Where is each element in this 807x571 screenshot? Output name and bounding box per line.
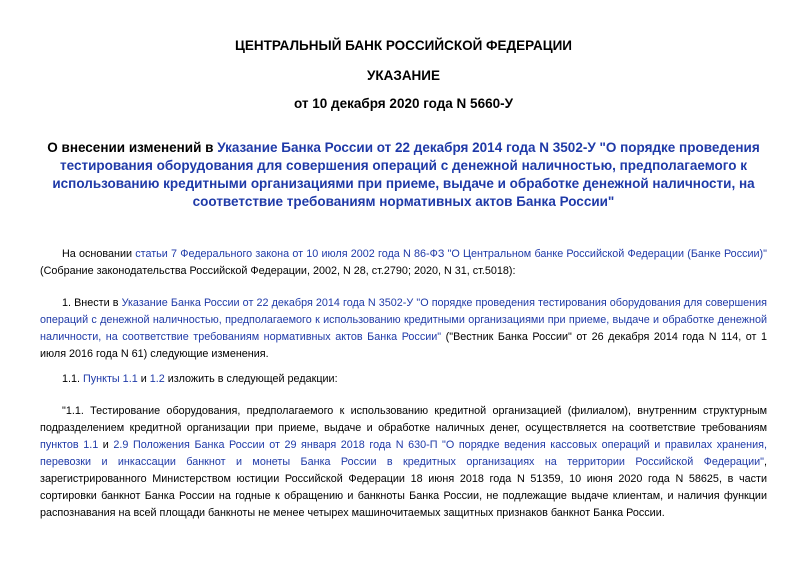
document-date-number: от 10 декабря 2020 года N 5660-У xyxy=(294,96,513,111)
organization-heading: ЦЕНТРАЛЬНЫЙ БАНК РОССИЙСКОЙ ФЕДЕРАЦИИ xyxy=(234,38,573,53)
new-wording-text-end: , зарегистрированного Министерством юстиции Российской Федерации 18 июня 2018 года N 51359, 10 июня 2020 года N 58625, в части сортировки банкнот Банка России на годные к обращению и банкноты Банка России, не подлежащие выдаче клиентам, и наличия функции распознавания на всей площади банкноты не менее четырех машиночитаемых защитных признаков банкнот Банка России. xyxy=(40,456,767,519)
paragraph-item-1 xyxy=(40,295,767,363)
paragraph-basis xyxy=(40,246,767,280)
item-1-1-prefix: 1.1. xyxy=(62,373,84,385)
link-punkty-1-1[interactable]: Пункты 1.1 xyxy=(83,373,138,385)
item-1-1-mid: и xyxy=(137,373,150,385)
basis-prefix: На основании xyxy=(62,248,136,260)
link-ukazanie-3502-u[interactable]: Указание Банка России от 22 декабря 2014 года N 3502-У "О порядке проведения тестирования оборудования для совершения операций с денежной наличностью, предполагаемого к использованию кредитными организациями при приеме, выдаче и обработке денежной наличности, на соответствие требованиям нормативных актов Банка России" xyxy=(40,297,767,343)
document-type-heading: УКАЗАНИЕ xyxy=(366,68,441,83)
link-polozhenie-630-p[interactable]: 2.9 Положения Банка России от 29 января 2018 года N 630-П "О порядке ведения кассовых операций и правилах хранения, перевозки и инкассации банкнот и монеты Банка России в кредитных организациях на территории Российской Федерации" xyxy=(40,439,767,468)
document-title xyxy=(40,139,767,211)
title-link-ukazanie-3502-u[interactable]: Указание Банка России от 22 декабря 2014 года N 3502-У "О порядке проведения тестирования оборудования для совершения операций с денежной наличностью, предполагаемого к использованию кредитными организациями при приеме, выдаче и обработке денежной наличности, на соответствие требованиям нормативных актов Банка России" xyxy=(52,140,760,209)
item-1-prefix: 1. Внести в xyxy=(62,297,122,309)
basis-suffix: (Собрание законодательства Российской Федерации, 2002, N 28, ст.2790; 2020, N 31, ст.5018): xyxy=(40,265,516,277)
new-wording-mid: и xyxy=(98,439,114,451)
item-1-suffix: ("Вестник Банка России" от 26 декабря 2014 года N 114, от 1 июля 2016 года N 61) следующие изменения. xyxy=(40,331,768,360)
new-wording-text-start: "1.1. Тестирование оборудования, предполагаемого к использованию кредитной организацией (филиалом), внутренним структурным подразделением кредитной организации при приеме, выдаче и обработке наличных денег, осуществляется на соответствие требованиям xyxy=(40,405,767,434)
link-punktov-1-1[interactable]: пунктов 1.1 xyxy=(40,439,99,451)
item-1-1-suffix: изложить в следующей редакции: xyxy=(164,373,338,385)
paragraph-new-wording-1-1 xyxy=(40,403,767,522)
title-prefix: О внесении изменений в xyxy=(47,140,218,155)
link-federal-law-86-fz[interactable]: статьи 7 Федерального закона от 10 июля 2002 года N 86-ФЗ "О Центральном банке Российской Федерации (Банке России)" xyxy=(135,248,767,260)
link-punkt-1-2[interactable]: 1.2 xyxy=(149,373,165,385)
paragraph-item-1-1 xyxy=(40,371,767,388)
